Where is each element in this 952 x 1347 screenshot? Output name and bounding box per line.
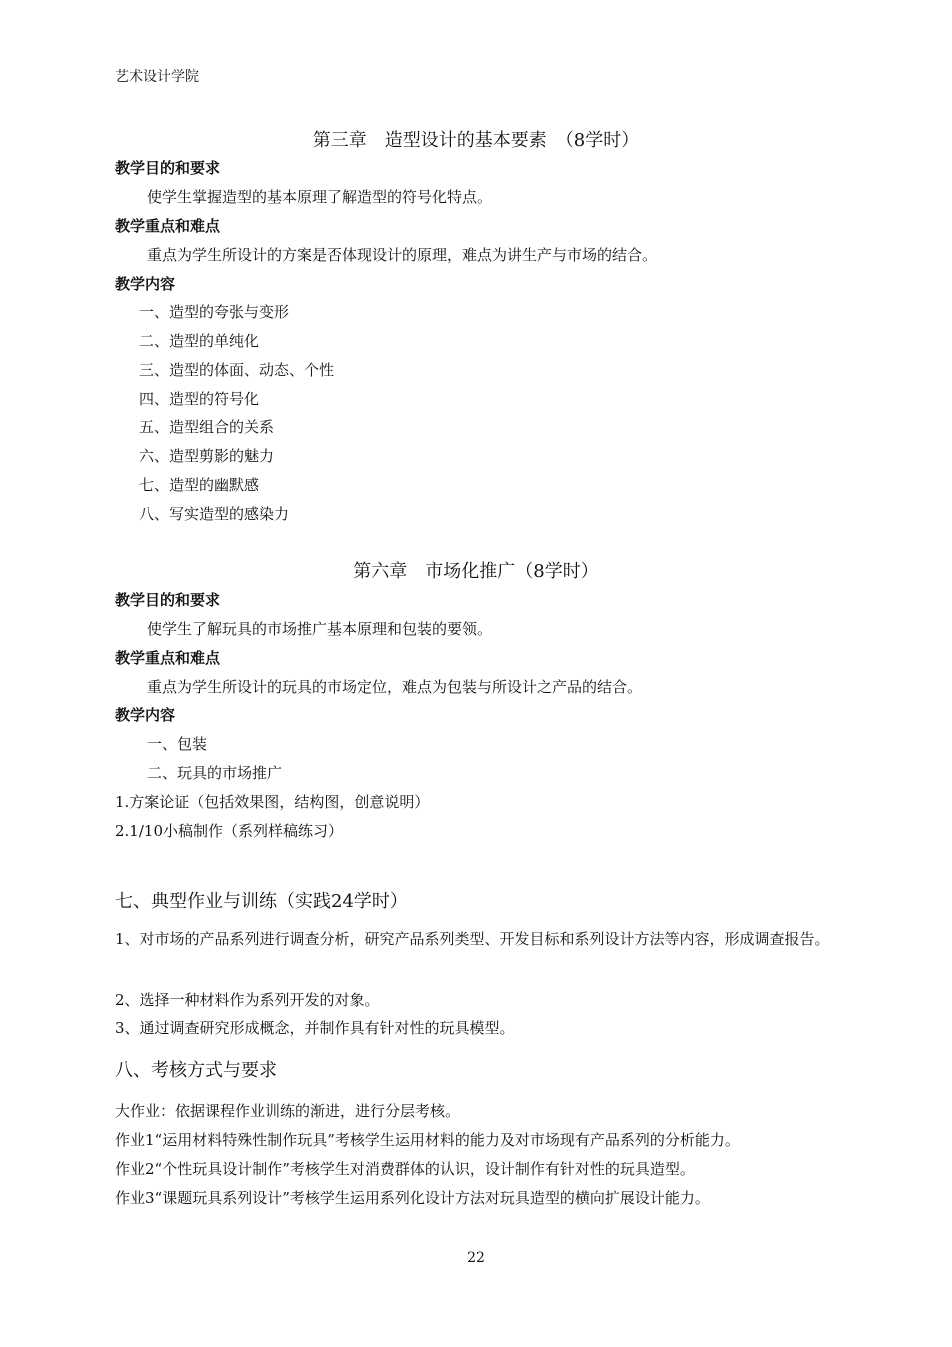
ch3-item: 四、造型的符号化 bbox=[139, 390, 260, 408]
ch3-item: 六、造型剪影的魅力 bbox=[139, 447, 275, 465]
sec7-paragraph-3: 3、通过调查研究形成概念，并制作具有针对性的玩具模型。 bbox=[115, 1019, 515, 1037]
page-header: 艺术设计学院 bbox=[115, 69, 199, 85]
ch6-numbered-item: 2.1/10小稿制作（系列样稿练习） bbox=[115, 822, 343, 840]
sec8-paragraph-1: 大作业：依据课程作业训练的渐进，进行分层考核。 bbox=[115, 1102, 461, 1120]
section-7-title: 七、典型作业与训练（实践24学时） bbox=[115, 891, 408, 912]
sec7-paragraph-2: 2、选择一种材料作为系列开发的对象。 bbox=[115, 991, 380, 1009]
sec8-paragraph-2: 作业1“运用材料特殊性制作玩具”考核学生运用材料的能力及对市场现有产品系列的分析能力。 bbox=[115, 1131, 740, 1149]
ch6-goal-text: 使学生了解玩具的市场推广基本原理和包装的要领。 bbox=[147, 620, 493, 638]
ch3-goal-heading: 教学目的和要求 bbox=[115, 159, 221, 177]
ch3-item: 三、造型的体面、动态、个性 bbox=[139, 361, 335, 379]
ch3-item: 八、写实造型的感染力 bbox=[139, 505, 290, 523]
ch6-key-heading: 教学重点和难点 bbox=[115, 649, 221, 667]
ch3-item: 一、造型的夸张与变形 bbox=[139, 303, 290, 321]
chapter-3-title: 第三章 造型设计的基本要素 （8学时） bbox=[312, 130, 640, 151]
ch6-content-heading: 教学内容 bbox=[115, 706, 176, 724]
ch3-key-heading: 教学重点和难点 bbox=[115, 217, 221, 235]
ch6-key-text: 重点为学生所设计的玩具的市场定位，难点为包装与所设计之产品的结合。 bbox=[147, 678, 643, 696]
ch3-goal-text: 使学生掌握造型的基本原理了解造型的符号化特点。 bbox=[147, 188, 493, 206]
ch6-item: 二、玩具的市场推广 bbox=[147, 764, 283, 782]
page-number: 22 bbox=[467, 1250, 485, 1266]
section-8-title: 八、考核方式与要求 bbox=[115, 1060, 277, 1081]
chapter-6-title: 第六章 市场化推广（8学时） bbox=[353, 561, 599, 582]
sec7-paragraph-1: 1、对市场的产品系列进行调查分析，研究产品系列类型、开发目标和系列设计方法等内容，形成调查报告。 bbox=[115, 930, 830, 948]
ch6-item: 一、包装 bbox=[147, 735, 208, 753]
ch6-goal-heading: 教学目的和要求 bbox=[115, 591, 221, 609]
sec8-paragraph-4: 作业3“课题玩具系列设计”考核学生运用系列化设计方法对玩具造型的横向扩展设计能力。 bbox=[115, 1189, 710, 1207]
ch3-content-heading: 教学内容 bbox=[115, 275, 176, 293]
ch3-item: 二、造型的单纯化 bbox=[139, 332, 260, 350]
ch3-item: 五、造型组合的关系 bbox=[139, 418, 275, 436]
sec8-paragraph-3: 作业2“个性玩具设计制作”考核学生对消费群体的认识，设计制作有针对性的玩具造型。 bbox=[115, 1160, 695, 1178]
ch3-item: 七、造型的幽默感 bbox=[139, 476, 260, 494]
ch6-numbered-item: 1.方案论证（包括效果图，结构图，创意说明） bbox=[115, 793, 430, 811]
ch3-key-text: 重点为学生所设计的方案是否体现设计的原理，难点为讲生产与市场的结合。 bbox=[147, 246, 658, 264]
